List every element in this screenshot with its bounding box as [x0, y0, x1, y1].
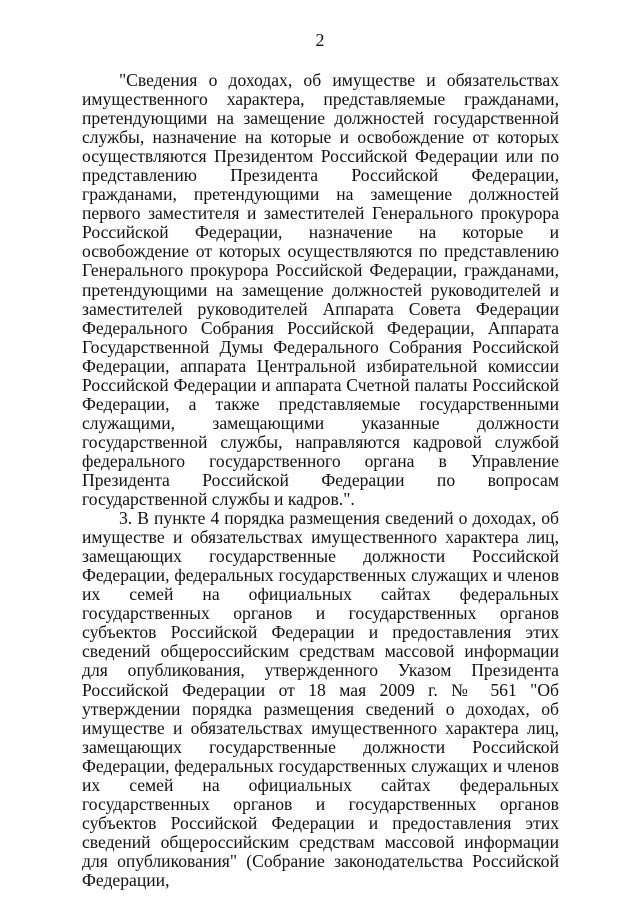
paragraph-point-3: 3. В пункте 4 порядка размещения сведений о доходах, об имуществе и обязательствах имущественного характера лиц, замещающих государственные должности Российской Федерации, федеральных государственных служащих и членов их семей на официальных сайтах федеральных государственных органов и государственных органов субъектов Российской Федерации и предоставления этих сведений общероссийским средствам массовой информации для опубликования, утвержденного Указом Президента Российской Федерации от 18 мая 2009 г. № 561 "Об утверждении порядка размещения сведений о доходах, об имуществе и обязательствах имущественного характера лиц, замещающих государственные должности Российской Федерации, федеральных государственных служащих и членов их семей на официальных сайтах федеральных государственных органов и государственных органов субъектов Российской Федерации и предоставления этих сведений общероссийским средствам массовой информации для опубликования" (Собрание законодательства Российской Федерации,	[82, 508, 559, 890]
document-body	[82, 71, 559, 890]
page-number: 2	[315, 30, 325, 50]
paragraph-quoted-text: "Сведения о доходах, об имуществе и обязательствах имущественного характера, представляемые гражданами, претендующими на замещение должностей государственной службы, назначение на которые и освобождение от которых осуществляются Президентом Российской Федерации или по представлению Президента Российской Федерации, гражданами, претендующими на замещение должностей первого заместителя и заместителей Генерального прокурора Российской Федерации, назначение на которые и освобождение от которых осуществляются по представлению Генерального прокурора Российской Федерации, гражданами, претендующими на замещение должностей руководителей и заместителей руководителей Аппарата Совета Федерации Федерального Собрания Российской Федерации, Аппарата Государственной Думы Федерального Собрания Российской Федерации, аппарата Центральной избирательной комиссии Российской Федерации и аппарата Счетной палаты Российской Федерации, а также представляемые государственными служащими, замещающими указанные должности государственной службы, направляются кадровой службой федерального государственного органа в Управление Президента Российской Федерации по вопросам государственной службы и кадров.".	[82, 70, 559, 510]
